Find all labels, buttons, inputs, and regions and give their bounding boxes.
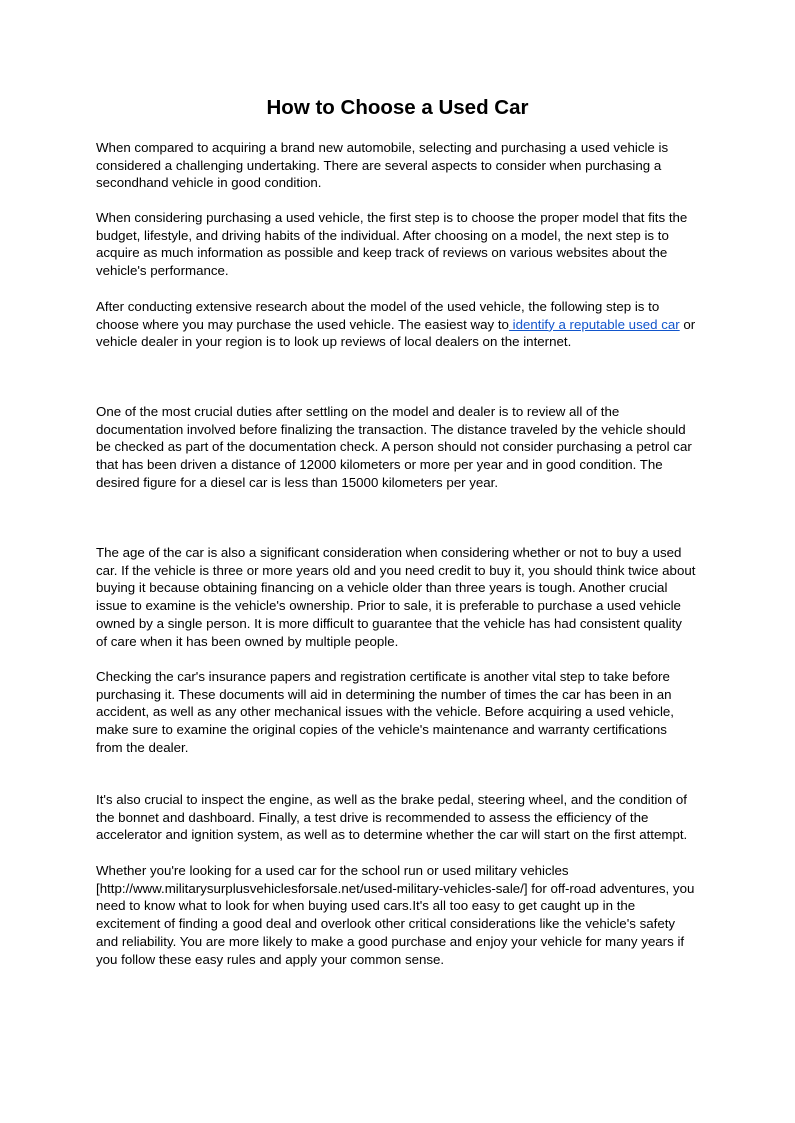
text-line: issue to examine is the vehicle's ownership. Prior to sale, it is preferable to purchase a used vehicle: [96, 598, 681, 614]
text-line: When considering purchasing a used vehicle, the first step is to choose the proper model that fits the: [96, 210, 688, 225]
text-line: need to know what to look for when buying used cars.It's all too easy to get caught up in the: [96, 898, 636, 914]
text-line: that has been driven a distance of 12000 kilometers or more per year and in good condition. The: [96, 457, 663, 473]
text-segment: choose where you may purchase the used vehicle. The easiest way to: [96, 316, 509, 332]
text-line: documentation involved before finalizing the transaction. The distance traveled by the vehicle should: [96, 421, 686, 437]
text-line: and reliability. You are more likely to make a good purchase and enjoy your vehicle for many years if: [96, 933, 685, 949]
text-line: you follow these easy rules and apply your common sense.: [96, 951, 445, 967]
text-line: It's also crucial to inspect the engine, as well as the brake pedal, steering wheel, and the condition of: [96, 792, 687, 807]
text-segment: or: [679, 316, 696, 332]
text-line: considered a challenging undertaking. There are several aspects to consider when purchasing a: [96, 157, 662, 173]
paragraph-age-ownership: [96, 544, 702, 650]
text-line: desired figure for a diesel car is less than 15000 kilometers per year.: [96, 474, 499, 490]
text-line: the bonnet and dashboard. Finally, a test drive is recommended to assess the efficiency of the: [96, 809, 649, 825]
text-line: of care when it has been owned by multiple people.: [96, 633, 399, 649]
paragraph-choose-model: [96, 209, 702, 280]
text-line: Checking the car's insurance papers and registration certificate is another vital step to take before: [96, 669, 670, 684]
paragraph-inspection: [96, 791, 702, 844]
text-line: buying it because obtaining financing on a vehicle older than three years is tough. Another crucial: [96, 580, 668, 596]
text-line: from the dealer.: [96, 739, 189, 755]
text-line: vehicle's performance.: [96, 263, 229, 279]
text-line: vehicle dealer in your region is to look up reviews of local dealers on the internet.: [96, 334, 572, 350]
text-line: secondhand vehicle in good condition.: [96, 175, 322, 191]
text-line: make sure to examine the original copies of the vehicle's maintenance and warranty certifications: [96, 722, 667, 738]
text-line: One of the most crucial duties after settling on the model and dealer is to review all of the: [96, 404, 620, 419]
text-line: owned by a single person. It is more difficult to guarantee that the vehicle has had consistent quality: [96, 615, 682, 631]
document-title: How to Choose a Used Car: [266, 96, 529, 119]
text-line: accident, as well as any other mechanical issues with the vehicle. Before acquiring a used vehicle,: [96, 704, 674, 720]
text-line: When compared to acquiring a brand new automobile, selecting and purchasing a used vehicle is: [96, 140, 669, 155]
text-line: acquire as much information as possible and keep track of reviews on various websites about the: [96, 245, 668, 261]
text-line: accelerator and ignition system, as well as to determine whether the car will start on the first attempt.: [96, 827, 688, 843]
paragraph-choose-dealer: [96, 298, 702, 351]
text-line: budget, lifestyle, and driving habits of the individual. After choosing on a model, the next step is to: [96, 227, 669, 243]
text-line: car. If the vehicle is three or more years old and you need credit to buy it, you should think twice about: [96, 562, 696, 578]
text-line: [96, 316, 702, 334]
text-line: excitement of finding a good deal and overlook other critical considerations like the vehicle's safety: [96, 916, 676, 932]
paragraph-insurance: [96, 668, 702, 757]
text-line: The age of the car is also a significant consideration when considering whether or not to buy a used: [96, 545, 682, 560]
text-line: Whether you're looking for a used car for the school run or used military vehicles: [96, 863, 569, 878]
paragraph-conclusion: [96, 862, 702, 968]
text-line: [http://www.militarysurplusvehiclesforsale.net/used-military-vehicles-sale/] for off-road adventures, you: [96, 880, 695, 896]
text-line: purchasing it. These documents will aid in determining the number of times the car has been in an: [96, 686, 672, 702]
paragraph-documentation: [96, 403, 702, 492]
paragraph-intro: [96, 139, 702, 192]
text-line: After conducting extensive research about the model of the used vehicle, the following step is to: [96, 299, 660, 314]
text-line: be checked as part of the documentation check. A person should not consider purchasing a petrol car: [96, 439, 692, 455]
reputable-used-car-link[interactable]: identify a reputable used car: [508, 316, 680, 332]
